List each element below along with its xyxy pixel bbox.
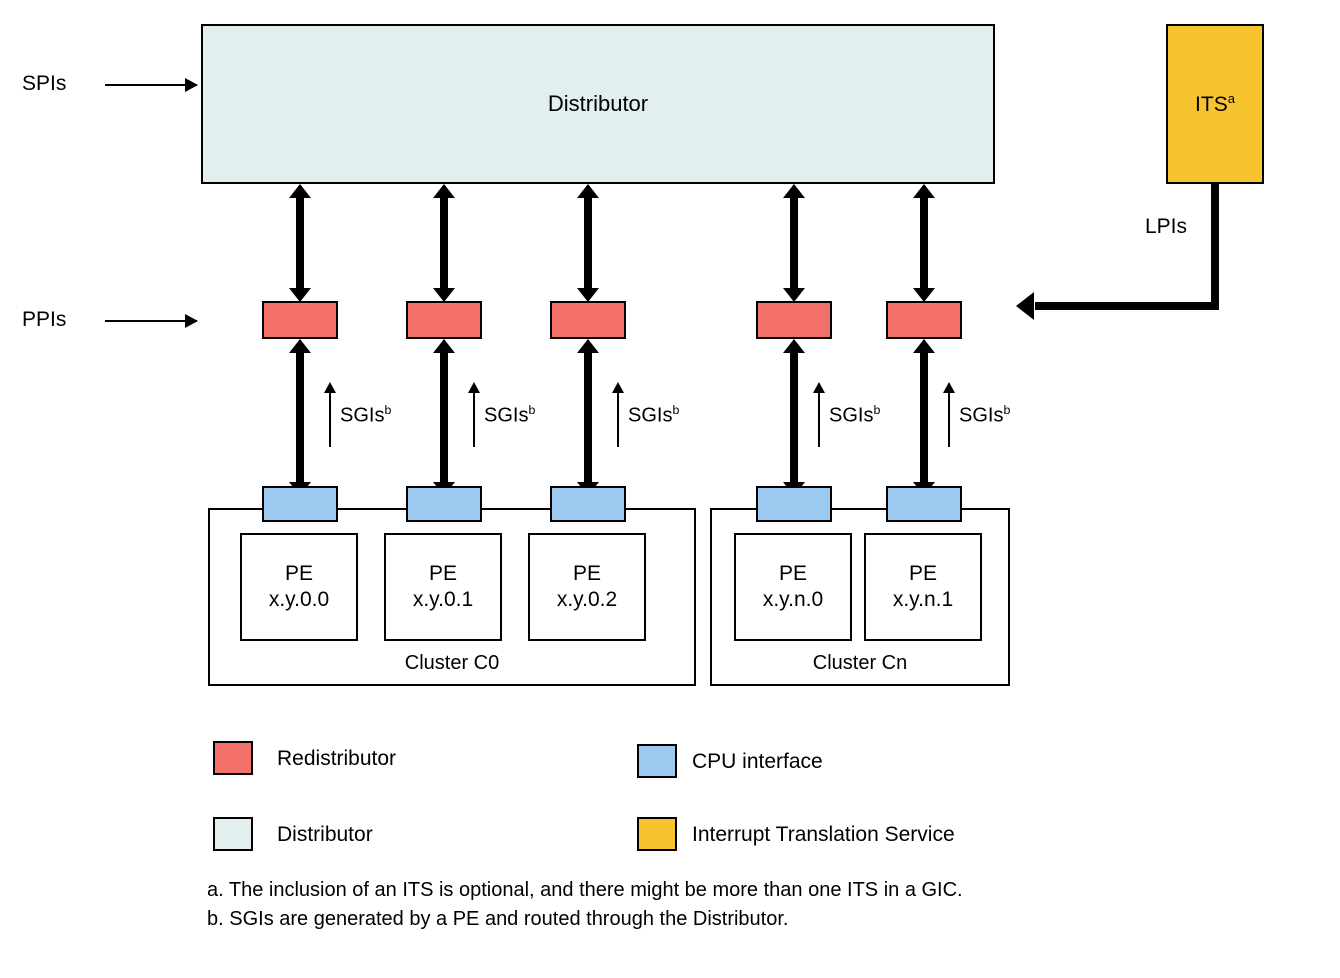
dist-redist-arrow-1: [440, 197, 448, 289]
lpis-arrow-head: [1016, 292, 1034, 320]
pe-x-y-0-0: [240, 533, 358, 641]
legend-swatch-distributor: [213, 817, 253, 851]
footnote-a: a. The inclusion of an ITS is optional, and there might be more than one ITS in a GIC.: [207, 879, 963, 901]
pe-id: x.y.0.1: [412, 588, 474, 611]
cpu-interface-3: [756, 486, 832, 522]
redistributor-2: [550, 301, 626, 339]
pe-title: PE: [572, 561, 601, 585]
lpis-arrow-vertical: [1211, 184, 1219, 310]
pe-title: PE: [908, 561, 937, 585]
pe-x-y-0-1: [384, 533, 502, 641]
cluster-cn-label: Cluster Cn: [812, 652, 908, 674]
pe-id: x.y.n.1: [892, 588, 954, 611]
sgis-arrow-4: [948, 392, 950, 447]
pe-x-y-0-2: [528, 533, 646, 641]
spis-arrow: [105, 84, 197, 86]
spis-label: SPIs: [22, 72, 67, 95]
sgis-arrow-1: [473, 392, 475, 447]
cpu-interface-2: [550, 486, 626, 522]
legend-label-cpu-interface: CPU interface: [692, 750, 823, 773]
legend-label-redistributor: Redistributor: [277, 747, 397, 770]
legend-swatch-redistributor: [213, 741, 253, 775]
legend-swatch-cpu-interface: [637, 744, 677, 778]
legend-label-its: Interrupt Translation Service: [692, 823, 955, 846]
sgis-arrow-2: [617, 392, 619, 447]
sgis-label-4: SGIs$^b$: [959, 403, 1011, 427]
pe-title: PE: [428, 561, 457, 585]
its-block: [1166, 24, 1264, 184]
dist-redist-arrow-3: [790, 197, 798, 289]
sgis-arrow-3: [818, 392, 820, 447]
sgis-label-3: SGIs$^b$: [829, 403, 881, 427]
redistributor-0: [262, 301, 338, 339]
sgis-arrow-0: [329, 392, 331, 447]
its-footnote-marker: a: [1227, 91, 1235, 106]
redist-cpuif-arrow-3: [790, 352, 798, 483]
pe-id: x.y.0.0: [268, 588, 330, 611]
footnote-b: b. SGIs are generated by a PE and routed through the Distributor.: [207, 908, 789, 930]
redistributor-1: [406, 301, 482, 339]
sgis-label-2: SGIs$^b$: [628, 403, 680, 427]
redist-cpuif-arrow-4: [920, 352, 928, 483]
cpu-interface-0: [262, 486, 338, 522]
redistributor-4: [886, 301, 962, 339]
dist-redist-arrow-0: [296, 197, 304, 289]
dist-redist-arrow-4: [920, 197, 928, 289]
sgis-label-0: SGIs$^b$: [340, 403, 392, 427]
pe-x-y-n-1: [864, 533, 982, 641]
ppis-label: PPIs: [22, 308, 67, 331]
redist-cpuif-arrow-2: [584, 352, 592, 483]
lpis-label: LPIs: [1145, 215, 1188, 238]
distributor-block: [201, 24, 995, 184]
pe-id: x.y.0.2: [556, 588, 618, 611]
cpu-interface-4: [886, 486, 962, 522]
redist-cpuif-arrow-0: [296, 352, 304, 483]
sgis-label-1: SGIs$^b$: [484, 403, 536, 427]
pe-title: PE: [284, 561, 313, 585]
pe-id: x.y.n.0: [762, 588, 824, 611]
redist-cpuif-arrow-1: [440, 352, 448, 483]
distributor-block-label: Distributor: [547, 91, 649, 116]
legend-swatch-its: [637, 817, 677, 851]
pe-title: PE: [778, 561, 807, 585]
lpis-arrow-horizontal: [1035, 302, 1215, 310]
cluster-c0-label: Cluster C0: [404, 652, 500, 674]
ppis-arrow: [105, 320, 197, 322]
cpu-interface-1: [406, 486, 482, 522]
redistributor-3: [756, 301, 832, 339]
pe-x-y-n-0: [734, 533, 852, 641]
legend-label-distributor: Distributor: [277, 823, 373, 846]
dist-redist-arrow-2: [584, 197, 592, 289]
footnotes: [207, 876, 1107, 934]
its-block-label: ITS$^a$: [1195, 91, 1235, 116]
